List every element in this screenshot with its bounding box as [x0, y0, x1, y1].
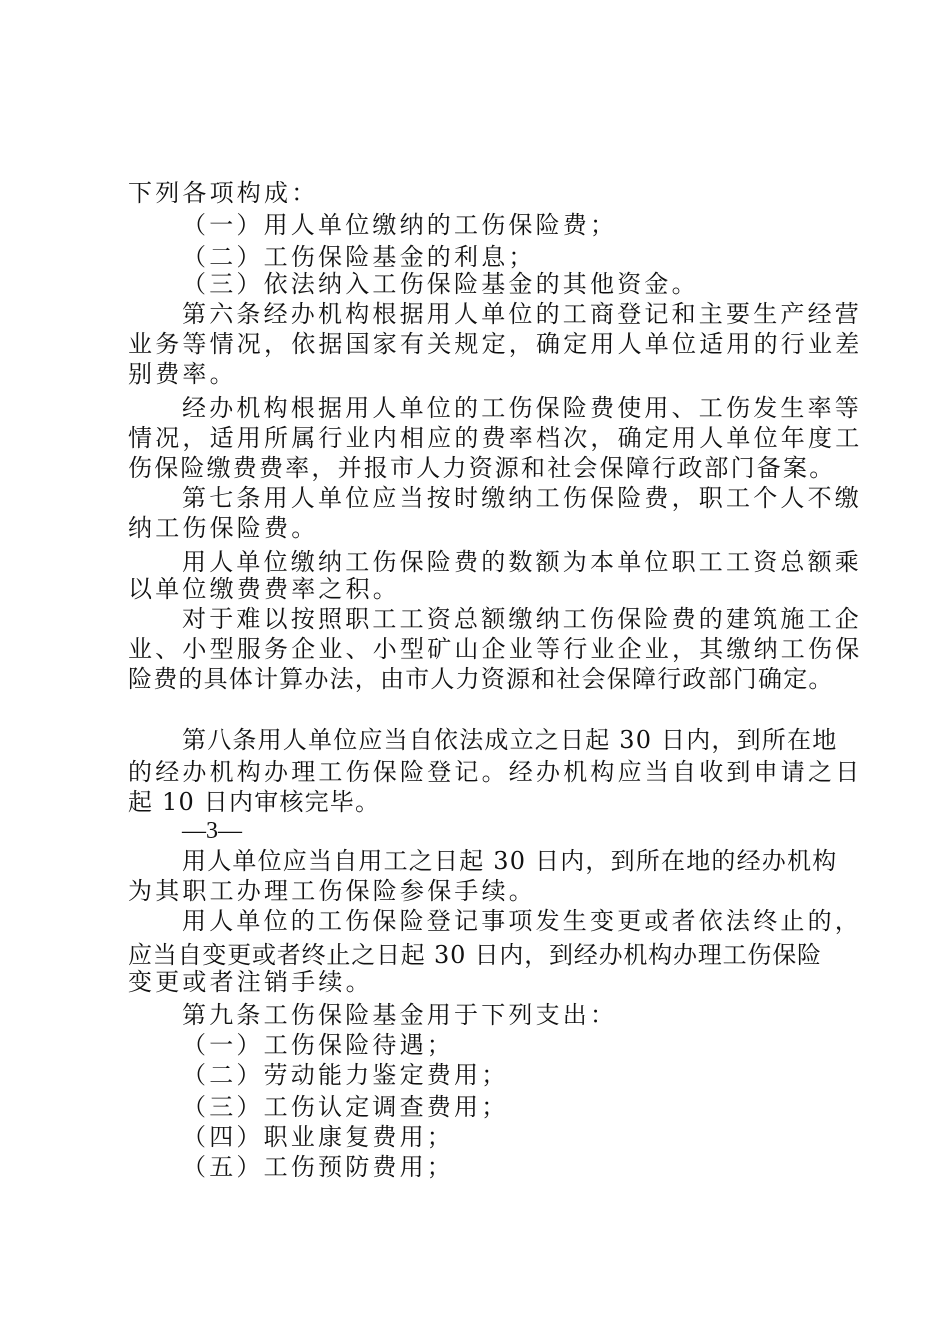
- text-line: 以单位缴费费率之积。: [128, 575, 400, 603]
- text-line: （二）工伤保险基金的利息；: [182, 243, 536, 271]
- text-line: 第九条工伤保险基金用于下列支出：: [182, 1001, 618, 1029]
- text-line: 应当自变更或者终止之日起 30 日内，到经办机构办理工伤保险: [128, 941, 822, 969]
- text-line: 的经办机构办理工伤保险登记。经办机构应当自收到申请之日: [128, 758, 863, 786]
- text-line: 第七条用人单位应当按时缴纳工伤保险费，职工个人不缴: [182, 484, 862, 512]
- text-line: （三）依法纳入工伤保险基金的其他资金。: [182, 270, 699, 298]
- page-number: —3—: [182, 818, 242, 844]
- text-line: 险费的具体计算办法，由市人力资源和社会保障行政部门确定。: [128, 665, 834, 693]
- text-line: 变更或者注销手续。: [128, 968, 373, 996]
- text-line: （四）职业康复费用；: [182, 1123, 454, 1151]
- text-line: 业、小型服务企业、小型矿山企业等行业企业，其缴纳工伤保: [128, 635, 863, 663]
- text-line: 用人单位的工伤保险登记事项发生变更或者依法终止的，: [182, 907, 862, 935]
- text-line: 第八条用人单位应当自依法成立之日起 30 日内，到所在地: [182, 726, 838, 754]
- text-line: （一）用人单位缴纳的工伤保险费；: [182, 211, 618, 239]
- text-line: 伤保险缴费费率，并报市人力资源和社会保障行政部门备案。: [128, 454, 836, 482]
- text-line: 第六条经办机构根据用人单位的工商登记和主要生产经营: [182, 300, 862, 328]
- text-line: 业务等情况，依据国家有关规定，确定用人单位适用的行业差: [128, 330, 863, 358]
- text-line: 起 10 日内审核完毕。: [128, 788, 381, 816]
- text-line: （二）劳动能力鉴定费用；: [182, 1061, 509, 1089]
- text-line: 下列各项构成：: [128, 179, 319, 207]
- text-line: 用人单位应当自用工之日起 30 日内，到所在地的经办机构: [182, 847, 838, 875]
- text-line: 纳工伤保险费。: [128, 514, 319, 542]
- text-line: 经办机构根据用人单位的工伤保险费使用、工伤发生率等: [182, 394, 862, 422]
- text-line: （五）工伤预防费用；: [182, 1153, 454, 1181]
- text-line: 对于难以按照职工工资总额缴纳工伤保险费的建筑施工企: [182, 605, 862, 633]
- text-line: 为其职工办理工伤保险参保手续。: [128, 877, 536, 905]
- text-line: （一）工伤保险待遇；: [182, 1031, 454, 1059]
- text-line: 情况，适用所属行业内相应的费率档次，确定用人单位年度工: [128, 424, 863, 452]
- text-line: （三）工伤认定调查费用；: [182, 1093, 509, 1121]
- text-line: 别费率。: [128, 360, 237, 388]
- text-line: 用人单位缴纳工伤保险费的数额为本单位职工工资总额乘: [182, 548, 862, 576]
